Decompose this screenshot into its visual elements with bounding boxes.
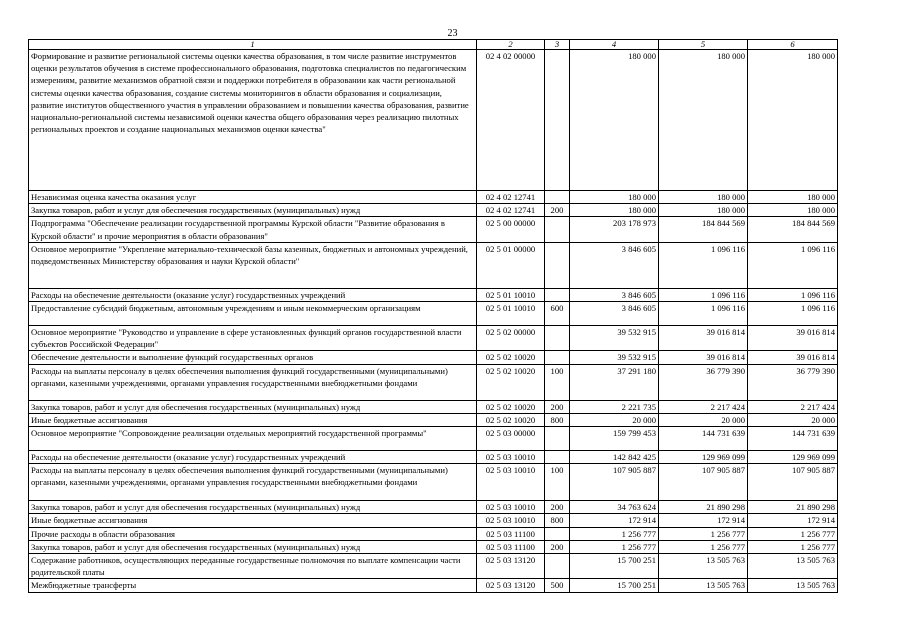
expense-type <box>545 50 570 191</box>
amount-year-2: 2 217 424 <box>659 400 748 413</box>
amount-year-3: 180 000 <box>748 204 838 217</box>
amount-year-2: 172 914 <box>659 514 748 527</box>
amount-year-1: 3 846 605 <box>570 302 659 326</box>
expense-type <box>545 288 570 301</box>
expense-type <box>545 554 570 579</box>
table-row <box>29 302 838 326</box>
expense-type: 200 <box>545 501 570 514</box>
item-code: 02 5 02 10020 <box>477 364 545 400</box>
amount-year-3: 180 000 <box>748 191 838 204</box>
amount-year-3: 180 000 <box>748 50 838 191</box>
table-row <box>29 242 838 288</box>
amount-year-3: 1 096 116 <box>748 302 838 326</box>
expense-type: 200 <box>545 540 570 553</box>
table-row <box>29 501 838 514</box>
item-code: 02 5 03 10010 <box>477 501 545 514</box>
amount-year-3: 184 844 569 <box>748 217 838 242</box>
expense-type: 800 <box>545 413 570 426</box>
amount-year-2: 129 969 099 <box>659 451 748 464</box>
amount-year-2: 36 779 390 <box>659 364 748 400</box>
amount-year-2: 1 096 116 <box>659 302 748 326</box>
amount-year-1: 142 842 425 <box>570 451 659 464</box>
amount-year-1: 34 763 624 <box>570 501 659 514</box>
column-number: 5 <box>659 40 748 50</box>
item-code: 02 5 01 00000 <box>477 242 545 288</box>
amount-year-2: 184 844 569 <box>659 217 748 242</box>
item-name: Межбюджетные трансферты <box>29 579 477 592</box>
expense-type <box>545 326 570 351</box>
amount-year-3: 13 505 763 <box>748 554 838 579</box>
item-code: 02 5 03 13120 <box>477 554 545 579</box>
expense-type <box>545 351 570 364</box>
expense-type <box>545 427 570 451</box>
item-code: 02 5 02 10020 <box>477 400 545 413</box>
table-row <box>29 217 838 242</box>
table-row <box>29 451 838 464</box>
table-row <box>29 326 838 351</box>
amount-year-1: 20 000 <box>570 413 659 426</box>
table-row <box>29 540 838 553</box>
item-code: 02 5 03 00000 <box>477 427 545 451</box>
item-name: Подпрограмма "Обеспечение реализации государственной программы Курской области "Развитие образования в Курской области" и прочие мероприятия в области образования" <box>29 217 477 242</box>
expense-type <box>545 217 570 242</box>
amount-year-2: 39 016 814 <box>659 326 748 351</box>
item-code: 02 5 03 11100 <box>477 540 545 553</box>
table-row <box>29 579 838 592</box>
table-row <box>29 191 838 204</box>
expense-type: 200 <box>545 204 570 217</box>
table-row <box>29 464 838 501</box>
item-name: Расходы на выплаты персоналу в целях обеспечения выполнения функций государственными (муниципальными) органами, казенными учреждениями, органами управления государственными внебюджетными фондами <box>29 364 477 400</box>
item-name: Предоставление субсидий бюджетным, автономным учреждениям и иным некоммерческим организациям <box>29 302 477 326</box>
item-name: Формирование и развитие региональной системы оценки качества образования, в том числе развитие инструментов оценки результатов обучения в системе профессионального образования, подготовка специалистов по педагогическим измерениям, развитие механизмов обратной связи и поддержки потребителя в образовании как части региональной системы оценки качества образования, создание системы мониторингов в области образования и социализации, развитие институтов общественного участия в управлении образованием и повышении качества образования, развитие национально-региональной системы независимой оценки качества общего образования через реализацию пилотных региональных проектов и создание национальных механизмов оценки качества" <box>29 50 477 191</box>
table-row <box>29 351 838 364</box>
item-code: 02 5 01 10010 <box>477 288 545 301</box>
amount-year-1: 1 256 777 <box>570 527 659 540</box>
amount-year-3: 144 731 639 <box>748 427 838 451</box>
expense-type: 100 <box>545 464 570 501</box>
item-name: Прочие расходы в области образования <box>29 527 477 540</box>
item-name: Обеспечение деятельности и выполнение функций государственных органов <box>29 351 477 364</box>
amount-year-3: 129 969 099 <box>748 451 838 464</box>
amount-year-2: 1 096 116 <box>659 288 748 301</box>
item-code: 02 5 01 10010 <box>477 302 545 326</box>
expense-type: 200 <box>545 400 570 413</box>
item-code: 02 5 00 00000 <box>477 217 545 242</box>
item-code: 02 5 03 10010 <box>477 514 545 527</box>
amount-year-2: 180 000 <box>659 204 748 217</box>
amount-year-2: 180 000 <box>659 50 748 191</box>
amount-year-3: 21 890 298 <box>748 501 838 514</box>
column-number: 6 <box>748 40 838 50</box>
table-row <box>29 364 838 400</box>
amount-year-3: 39 016 814 <box>748 326 838 351</box>
item-code: 02 5 02 10020 <box>477 413 545 426</box>
item-name: Содержание работников, осуществляющих переданные государственные полномочия по выплате компенсации части родительской платы <box>29 554 477 579</box>
amount-year-3: 36 779 390 <box>748 364 838 400</box>
item-name: Закупка товаров, работ и услуг для обеспечения государственных (муниципальных) нужд <box>29 540 477 553</box>
item-code: 02 4 02 12741 <box>477 191 545 204</box>
amount-year-2: 144 731 639 <box>659 427 748 451</box>
expense-type <box>545 527 570 540</box>
page-number: 23 <box>447 28 458 39</box>
table-row <box>29 50 838 191</box>
amount-year-1: 180 000 <box>570 204 659 217</box>
amount-year-3: 1 256 777 <box>748 540 838 553</box>
item-name: Основное мероприятие "Руководство и управление в сфере установленных функций органов государственной власти субъектов Российской Федерации" <box>29 326 477 351</box>
amount-year-1: 159 799 453 <box>570 427 659 451</box>
amount-year-3: 13 505 763 <box>748 579 838 592</box>
amount-year-3: 172 914 <box>748 514 838 527</box>
item-code: 02 5 03 13120 <box>477 579 545 592</box>
amount-year-3: 2 217 424 <box>748 400 838 413</box>
amount-year-1: 37 291 180 <box>570 364 659 400</box>
amount-year-1: 180 000 <box>570 50 659 191</box>
table-row <box>29 427 838 451</box>
amount-year-2: 1 096 116 <box>659 242 748 288</box>
expense-type: 100 <box>545 364 570 400</box>
amount-year-1: 3 846 605 <box>570 288 659 301</box>
item-name: Иные бюджетные ассигнования <box>29 514 477 527</box>
amount-year-1: 2 221 735 <box>570 400 659 413</box>
amount-year-3: 1 256 777 <box>748 527 838 540</box>
amount-year-2: 20 000 <box>659 413 748 426</box>
item-name: Независимая оценка качества оказания услуг <box>29 191 477 204</box>
table-row <box>29 413 838 426</box>
table-row <box>29 288 838 301</box>
budget-table <box>28 39 838 593</box>
amount-year-2: 180 000 <box>659 191 748 204</box>
amount-year-2: 107 905 887 <box>659 464 748 501</box>
item-code: 02 5 03 10010 <box>477 464 545 501</box>
amount-year-1: 39 532 915 <box>570 351 659 364</box>
item-code: 02 5 02 10020 <box>477 351 545 364</box>
item-code: 02 5 02 00000 <box>477 326 545 351</box>
item-name: Основное мероприятие "Укрепление материально-технической базы казенных, бюджетных и автономных учреждений, подведомственных Министерству образования и науки Курской области" <box>29 242 477 288</box>
amount-year-3: 1 096 116 <box>748 288 838 301</box>
item-name: Расходы на обеспечение деятельности (оказание услуг) государственных учреждений <box>29 451 477 464</box>
table-row <box>29 400 838 413</box>
amount-year-1: 15 700 251 <box>570 579 659 592</box>
table-row <box>29 204 838 217</box>
amount-year-2: 13 505 763 <box>659 554 748 579</box>
amount-year-1: 39 532 915 <box>570 326 659 351</box>
amount-year-2: 21 890 298 <box>659 501 748 514</box>
table-row <box>29 554 838 579</box>
amount-year-2: 13 505 763 <box>659 579 748 592</box>
item-code: 02 4 02 00000 <box>477 50 545 191</box>
expense-type <box>545 191 570 204</box>
item-name: Закупка товаров, работ и услуг для обеспечения государственных (муниципальных) нужд <box>29 204 477 217</box>
amount-year-3: 1 096 116 <box>748 242 838 288</box>
item-name: Иные бюджетные ассигнования <box>29 413 477 426</box>
amount-year-1: 172 914 <box>570 514 659 527</box>
column-number: 1 <box>29 40 477 50</box>
expense-type <box>545 242 570 288</box>
item-code: 02 5 03 11100 <box>477 527 545 540</box>
expense-type <box>545 451 570 464</box>
expense-type: 600 <box>545 302 570 326</box>
amount-year-1: 180 000 <box>570 191 659 204</box>
item-code: 02 4 02 12741 <box>477 204 545 217</box>
amount-year-3: 107 905 887 <box>748 464 838 501</box>
column-number: 4 <box>570 40 659 50</box>
column-number: 2 <box>477 40 545 50</box>
expense-type: 500 <box>545 579 570 592</box>
amount-year-1: 3 846 605 <box>570 242 659 288</box>
amount-year-1: 203 178 973 <box>570 217 659 242</box>
table-row <box>29 514 838 527</box>
table-row <box>29 527 838 540</box>
amount-year-1: 107 905 887 <box>570 464 659 501</box>
item-name: Расходы на обеспечение деятельности (оказание услуг) государственных учреждений <box>29 288 477 301</box>
amount-year-1: 15 700 251 <box>570 554 659 579</box>
item-name: Расходы на выплаты персоналу в целях обеспечения выполнения функций государственными (муниципальными) органами, казенными учреждениями, органами управления государственными внебюджетными фондами <box>29 464 477 501</box>
item-name: Основное мероприятие "Сопровождение реализации отдельных мероприятий государственной программы" <box>29 427 477 451</box>
item-name: Закупка товаров, работ и услуг для обеспечения государственных (муниципальных) нужд <box>29 501 477 514</box>
amount-year-3: 39 016 814 <box>748 351 838 364</box>
expense-type: 800 <box>545 514 570 527</box>
amount-year-2: 1 256 777 <box>659 527 748 540</box>
amount-year-1: 1 256 777 <box>570 540 659 553</box>
item-code: 02 5 03 10010 <box>477 451 545 464</box>
column-number: 3 <box>545 40 570 50</box>
header-row <box>29 40 838 50</box>
amount-year-2: 39 016 814 <box>659 351 748 364</box>
item-name: Закупка товаров, работ и услуг для обеспечения государственных (муниципальных) нужд <box>29 400 477 413</box>
amount-year-3: 20 000 <box>748 413 838 426</box>
amount-year-2: 1 256 777 <box>659 540 748 553</box>
